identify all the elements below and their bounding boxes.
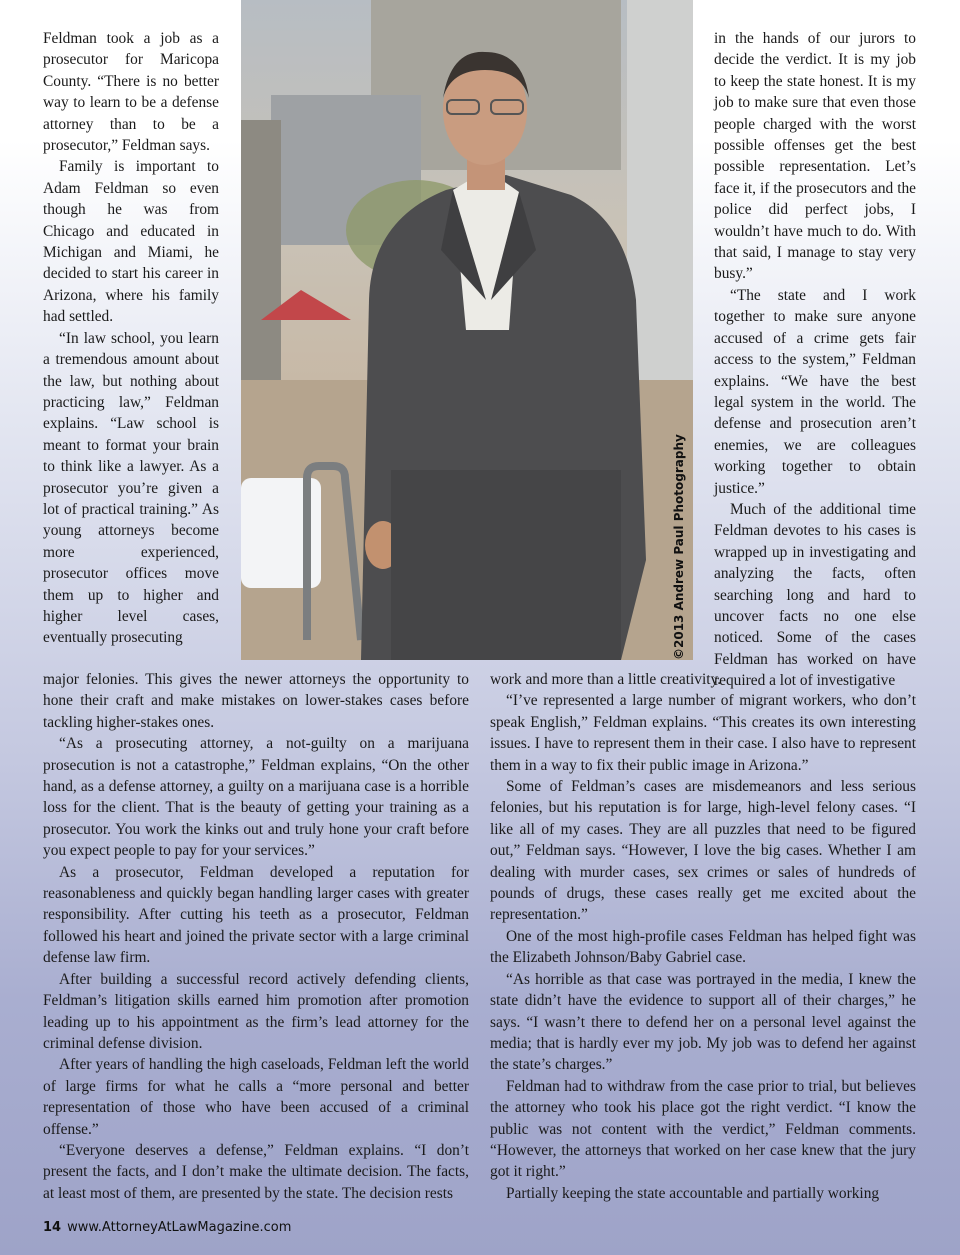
paragraph: major felonies. This gives the newer attorneys the opportunity to hone their craft and make mistakes on lower-stakes cases before tackling higher-stakes ones. [43,671,469,731]
article-column-left-bottom [43,669,469,1204]
paragraph: in the hands of our jurors to decide the verdict. It is my job to keep the state honest. It is my job to make sure that even those people charged with the worst possible offenses get the best possible representation. Let’s face it, if the prosecutors and the police did perfect jobs, I wouldn’t have much to do. With that said, I manage to stay very busy.” [714,30,916,283]
paragraph: Some of Feldman’s cases are misdemeanors and less serious felonies, but his reputation is for large, high-level felony cases. “I like all of my cases. They are all puzzles that need to be figured out,” Feldman says. “However, I love the big cases. Whether I am dealing with murder cases, sex crimes or sales of hundreds of pounds of drugs, these cases really get me excited about the representation.” [490,778,916,924]
paragraph: work and more than a little creativity. [490,671,722,688]
article-column-left-top [43,28,219,649]
page-footer [43,1220,291,1235]
paragraph: “The state and I work together to make sure anyone accused of a crime gets fair access to the system,” Feldman explains. “We have the best legal system in the world. The defense and prosecution aren’t enemies, we are colleagues working together to obtain justice.” [714,286,916,497]
paragraph: “As a prosecuting attorney, a not-guilty on a marijuana prosecution is not a catastrophe,” Feldman explains, “On the other hand, as a defense attorney, a guilty on a marijuana case is a horrible loss for the client. That is the beauty of getting your training as a prosecutor. You work the kinks out and truly hone your craft before you expect people to pay for your services.” [43,735,469,860]
portrait-photo [241,0,693,660]
portrait-illustration [241,0,693,660]
paragraph: Feldman took a job as a prosecutor for Maricopa County. “There is no better way to learn to be a defense attorney than to be a prosecutor,” Feldman says. [43,30,219,155]
paragraph: “Everyone deserves a defense,” Feldman explains. “I don’t present the facts, and I don’t make the ultimate decision. The facts, at least most of them, are presented by the state. The decision rests [43,1141,469,1202]
article-column-right-top [714,28,916,692]
building-left [241,120,281,420]
paragraph: “As horrible as that case was portrayed in the media, I knew the state didn’t have the evidence to support all of their charges,” he says. “I wasn’t there to defend her on a personal level against the media; that is hardly ever my job. My job was to defend her against the state’s charges.” [490,970,916,1074]
paragraph: Partially keeping the state accountable and partially working [506,1184,880,1202]
paragraph: As a prosecutor, Feldman developed a reputation for reasonableness and quickly began handling larger cases with greater responsibility. After cutting his teeth as a prosecutor, Feldman followed his heart and joined the private sector with a large criminal defense law firm. [43,863,469,967]
paragraph: Much of the additional time Feldman devotes to his cases is wrapped up in investigating and analyzing the facts, often searching long and hard to uncover facts no one else noticed. Some of the cases Feldman has worked on have required a lot of investigative [714,500,916,690]
page-number: 14 [43,1220,62,1235]
paragraph: After years of handling the high caseloads, Feldman left the world of large firms for what he calls a “more personal and better representation of those who have been accused of a criminal offense.” [43,1056,469,1138]
paragraph: “In law school, you learn a tremendous amount about the law, but nothing about practicing law,” Feldman explains. “Law school is meant to format your brain to think like a lawyer. As a prosecutor you’re given a lot of practical training.” As young attorneys become more experienced, prosecutor offices move them up to higher and higher level cases, eventually prosecuting [43,329,219,647]
paragraph: Family is important to Adam Feldman so even though he was from Chicago and educated in Michigan and Miami, he decided to start his career in Arizona, where his family had settled. [43,158,219,326]
footer-url[interactable]: www.AttorneyAtLawMagazine.com [67,1220,292,1235]
photo-credit: ©2013 Andrew Paul Photography [672,434,686,660]
paragraph: After building a successful record actively defending clients, Feldman’s litigation skills earned him promotion after promotion leading up to his appointment as the firm’s lead attorney for the criminal defense division. [43,970,469,1052]
article-column-right-bottom [490,669,916,1204]
trousers [391,470,621,660]
paragraph: “I’ve represented a large number of migrant workers, who don’t speak English,” Feldman explains. “This creates its own interesting issues. I have to represent them in their case. I also have to represent them in a way to fix their public image in Arizona.” [490,692,916,774]
paragraph: One of the most high-profile cases Feldman has helped fight was the Elizabeth Johnson/Baby Gabriel case. [490,927,916,967]
paragraph: Feldman had to withdraw from the case prior to trial, but believes the attorney who took his place got the right verdict. “I know the public was not content with the verdict,” Feldman comments. “However, the attorneys that worked on her case knew that the jury got it right.” [490,1077,916,1181]
